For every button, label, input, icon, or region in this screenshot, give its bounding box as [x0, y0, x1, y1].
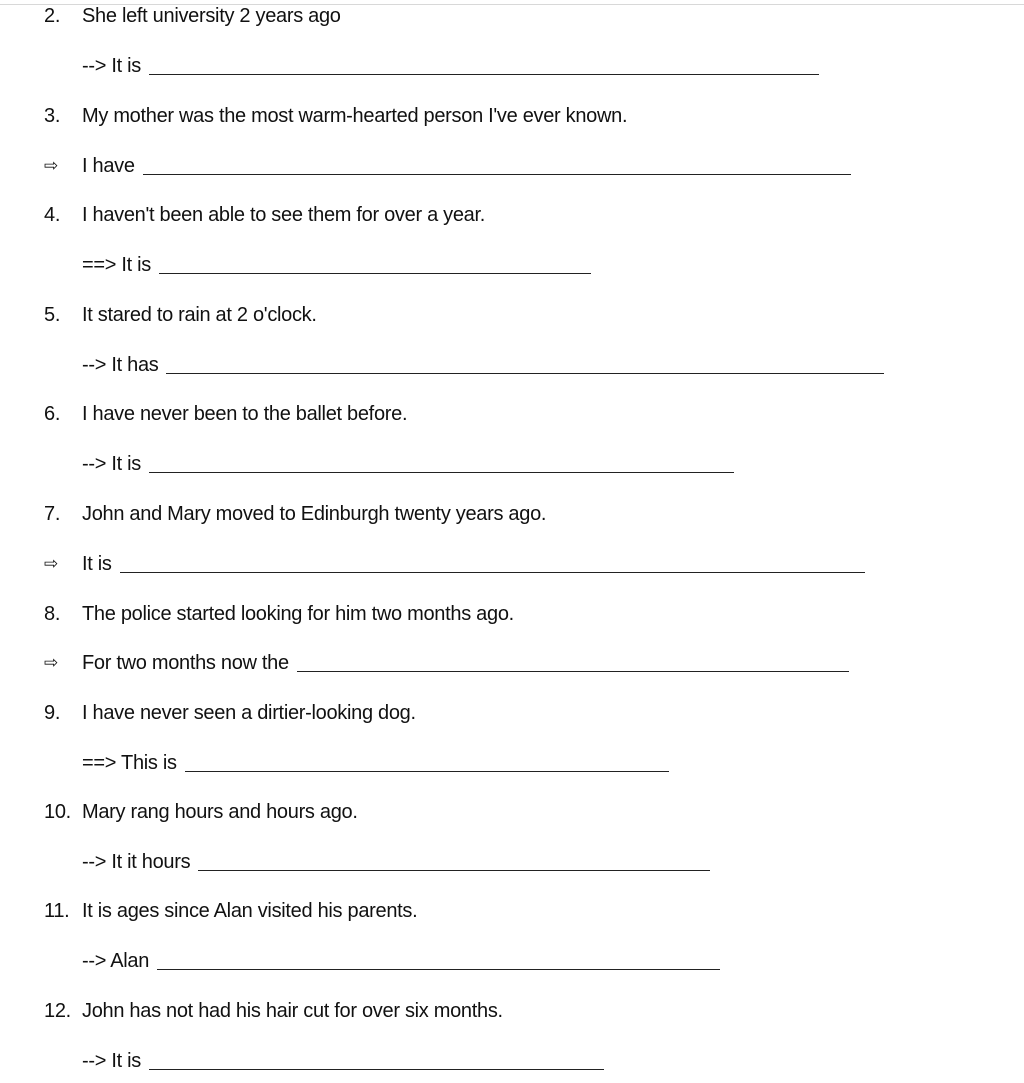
answer-prompt: ==> This is	[82, 752, 177, 774]
exercise-number: 4.	[44, 204, 61, 226]
exercise-number: 10.	[44, 801, 71, 823]
arrow-icon: ⇨	[44, 156, 58, 175]
exercise-number: 6.	[44, 403, 61, 425]
exercise-sentence: Mary rang hours and hours ago.	[82, 801, 358, 823]
answer-prompt: --> It is	[82, 1050, 141, 1072]
answer-blank[interactable]	[149, 73, 819, 75]
exercise-number: 3.	[44, 105, 61, 127]
answer-blank[interactable]	[120, 571, 865, 573]
exercise-sentence: I haven't been able to see them for over a year.	[82, 204, 486, 226]
exercise-number: 12.	[44, 1000, 71, 1022]
answer-prompt: --> Alan	[82, 950, 150, 972]
answer-blank[interactable]	[159, 272, 591, 274]
answer-blank[interactable]	[297, 670, 849, 672]
answer-blank[interactable]	[157, 968, 720, 970]
exercise-sentence: It stared to rain at 2 o'clock.	[82, 304, 317, 326]
answer-prompt: I have	[82, 155, 135, 177]
exercise-sentence: John has not had his hair cut for over six months.	[82, 1000, 503, 1022]
exercise-number: 7.	[44, 503, 61, 525]
exercise-number: 5.	[44, 304, 61, 326]
answer-prompt: For two months now the	[82, 652, 289, 674]
answer-blank[interactable]	[149, 1068, 604, 1070]
exercise-sentence: John and Mary moved to Edinburgh twenty years ago.	[82, 503, 547, 525]
answer-prompt: --> It is	[82, 453, 141, 475]
exercise-sentence: My mother was the most warm-hearted person I've ever known.	[82, 105, 628, 127]
exercise-sentence: It is ages since Alan visited his parents.	[82, 900, 418, 922]
answer-prompt: --> It has	[82, 354, 159, 376]
exercise-number: 2.	[44, 5, 61, 27]
exercise-number: 9.	[44, 702, 61, 724]
answer-blank[interactable]	[143, 173, 851, 175]
answer-prompt: --> It it hours	[82, 851, 191, 873]
exercise-sentence: I have never been to the ballet before.	[82, 403, 408, 425]
answer-prompt: ==> It is	[82, 254, 152, 276]
answer-blank[interactable]	[185, 770, 669, 772]
arrow-icon: ⇨	[44, 554, 58, 573]
answer-blank[interactable]	[149, 471, 734, 473]
answer-blank[interactable]	[166, 372, 884, 374]
exercise-sentence: She left university 2 years ago	[82, 5, 341, 27]
answer-prompt: It is	[82, 553, 112, 575]
exercise-number: 8.	[44, 603, 61, 625]
answer-blank[interactable]	[198, 869, 710, 871]
arrow-icon: ⇨	[44, 653, 58, 672]
exercise-number: 11.	[44, 900, 70, 922]
exercise-sentence: The police started looking for him two months ago.	[82, 603, 514, 625]
exercise-sentence: I have never seen a dirtier-looking dog.	[82, 702, 416, 724]
answer-prompt: --> It is	[82, 55, 141, 77]
